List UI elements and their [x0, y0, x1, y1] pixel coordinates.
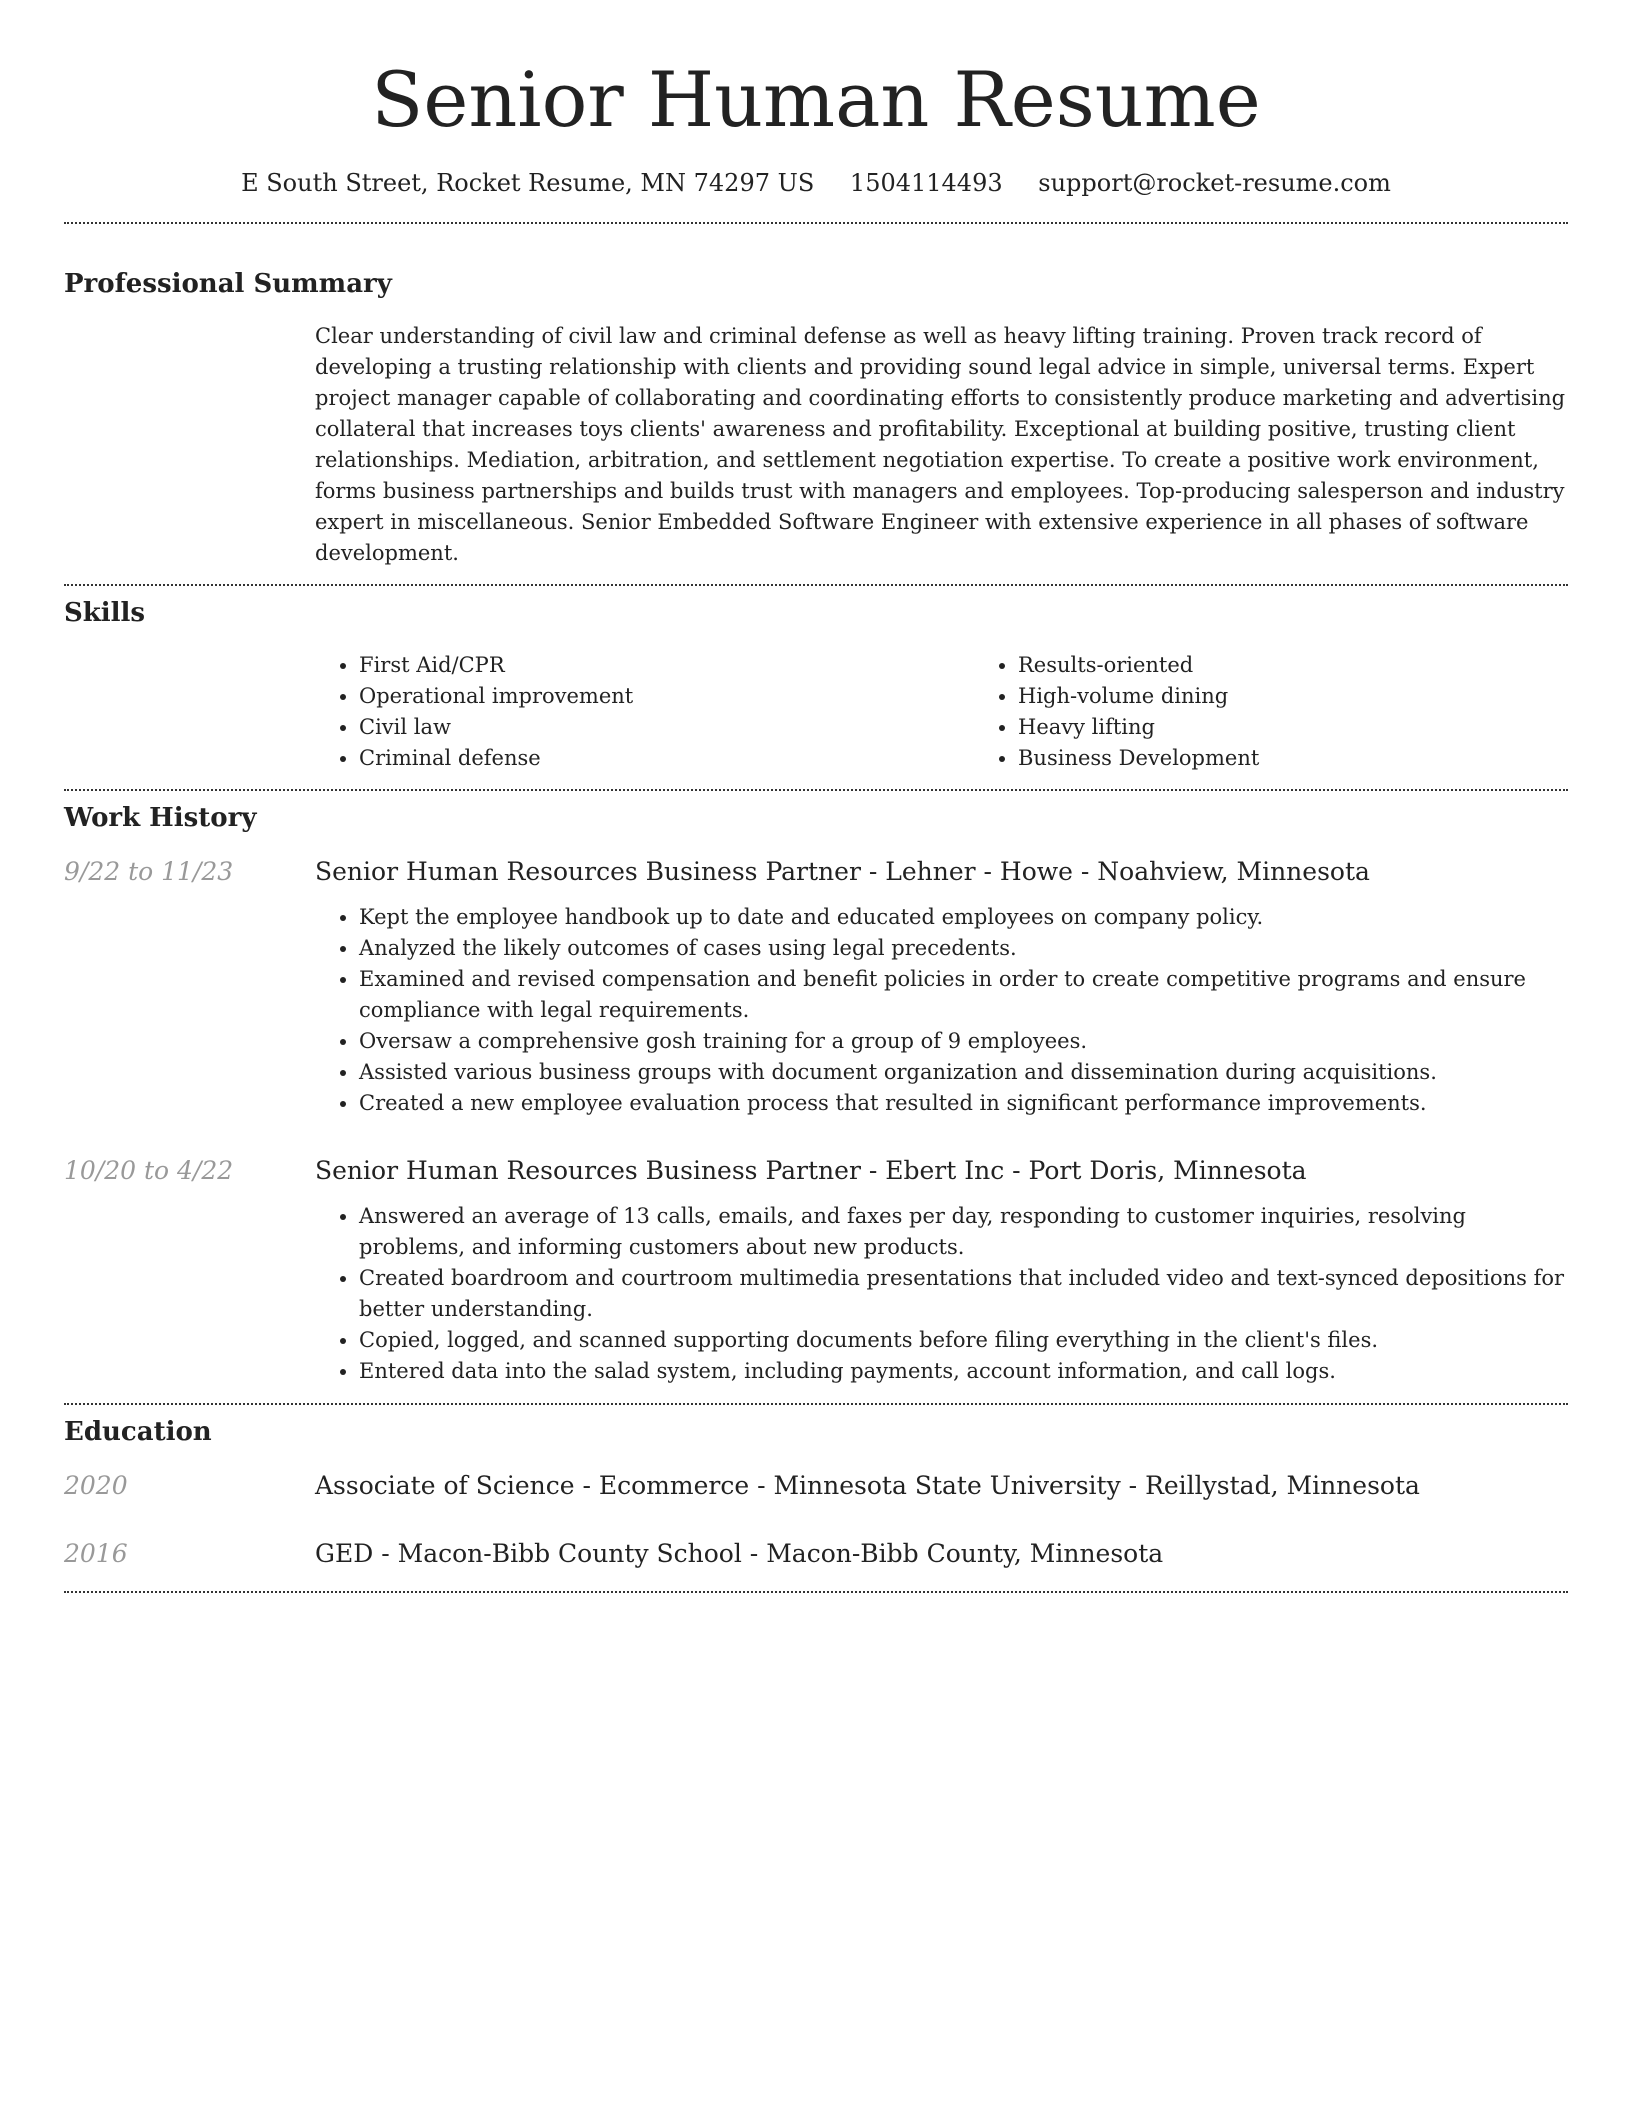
job-dates: 9/22 to 11/23	[64, 857, 234, 886]
divider	[64, 1591, 1568, 1593]
job-title: Senior Human Resources Business Partner - Lehner - Howe - Noahview, Minnesota	[315, 857, 1370, 886]
skills-list-left	[315, 650, 974, 774]
contact-line	[64, 166, 1568, 200]
skill-item: • Operational improvement	[359, 681, 974, 712]
skill-item: • High-volume dining	[1018, 681, 1632, 712]
contact-email: support@rocket-resume.com	[1038, 169, 1391, 197]
skill-item: • Civil law	[359, 712, 974, 743]
job-bullet: • Examined and revised compensation and benefit policies in order to create competitive programs and ensure compliance with legal requirements.	[359, 964, 1568, 1026]
job-bullet: • Created a new employee evaluation process that resulted in significant performance improvements.	[359, 1088, 1568, 1119]
section-title-summary: Professional Summary	[64, 269, 392, 299]
job-bullet: • Created boardroom and courtroom multimedia presentations that included video and text-synced depositions for better understanding.	[359, 1263, 1568, 1325]
divider	[64, 1403, 1568, 1405]
job-title: Senior Human Resources Business Partner - Ebert Inc - Port Doris, Minnesota	[315, 1156, 1307, 1185]
divider	[64, 222, 1568, 224]
skill-item: • First Aid/CPR	[359, 650, 974, 681]
job-entry	[64, 1154, 1568, 1387]
job-bullet: • Analyzed the likely outcomes of cases using legal precedents.	[359, 933, 1568, 964]
education-degree: Associate of Science - Ecommerce - Minnesota State University - Reillystad, Minnesota	[315, 1471, 1420, 1500]
job-bullet: • Copied, logged, and scanned supporting documents before filing everything in the client's files.	[359, 1325, 1568, 1356]
section-title-education: Education	[64, 1417, 212, 1447]
job-bullets	[315, 1201, 1568, 1387]
job-bullet: • Oversaw a comprehensive gosh training for a group of 9 employees.	[359, 1026, 1568, 1057]
resume-page	[64, 0, 1568, 1593]
section-title-skills: Skills	[64, 598, 146, 628]
divider	[64, 789, 1568, 791]
summary-section	[64, 267, 1568, 569]
job-bullet: • Assisted various business groups with document organization and dissemination during acquisitions.	[359, 1057, 1568, 1088]
job-bullet: • Kept the employee handbook up to date and educated employees on company policy.	[359, 902, 1568, 933]
skills-list-right	[974, 650, 1632, 774]
contact-phone: 1504114493	[849, 169, 1003, 197]
education-year: 2016	[64, 1539, 128, 1568]
job-entry	[64, 855, 1568, 1119]
skill-item: • Heavy lifting	[1018, 712, 1632, 743]
skill-item: • Business Development	[1018, 743, 1632, 774]
contact-address: E South Street, Rocket Resume, MN 74297 US	[241, 169, 815, 197]
job-bullet: • Answered an average of 13 calls, emails, and faxes per day, responding to customer inquiries, resolving problems, and informing customers about new products.	[359, 1201, 1568, 1263]
job-bullets	[315, 902, 1568, 1119]
resume-name: Senior Human Resume	[371, 55, 1261, 144]
education-section	[64, 1415, 1568, 1571]
section-title-work: Work History	[64, 803, 257, 833]
job-dates: 10/20 to 4/22	[64, 1156, 234, 1185]
education-degree: GED - Macon-Bibb County School - Macon-Bibb County, Minnesota	[315, 1539, 1164, 1568]
skill-item: • Criminal defense	[359, 743, 974, 774]
skills-section	[64, 596, 1568, 774]
summary-text: Clear understanding of civil law and criminal defense as well as heavy lifting training. Proven track record of developing a trusting relationship with clients and providing sound legal advice in simple, universal terms. Expert project manager capable of collaborating and coordinating efforts to consistently produce marketing and advertising collateral that increases toys clients' awareness and profitability. Exceptional at building positive, trusting client relationships. Mediation, arbitration, and settlement negotiation expertise. To create a positive work environment, forms business partnerships and builds trust with managers and employees. Top-producing salesperson and industry expert in miscellaneous. Senior Embedded Software Engineer with extensive experience in all phases of software development.	[315, 324, 1566, 565]
job-bullet: • Entered data into the salad system, including payments, account information, and call logs.	[359, 1356, 1568, 1387]
work-history-section	[64, 801, 1568, 1387]
education-year: 2020	[64, 1471, 128, 1500]
education-entry	[64, 1469, 1568, 1503]
education-entry	[64, 1537, 1568, 1571]
divider	[64, 584, 1568, 586]
skill-item: • Results-oriented	[1018, 650, 1632, 681]
